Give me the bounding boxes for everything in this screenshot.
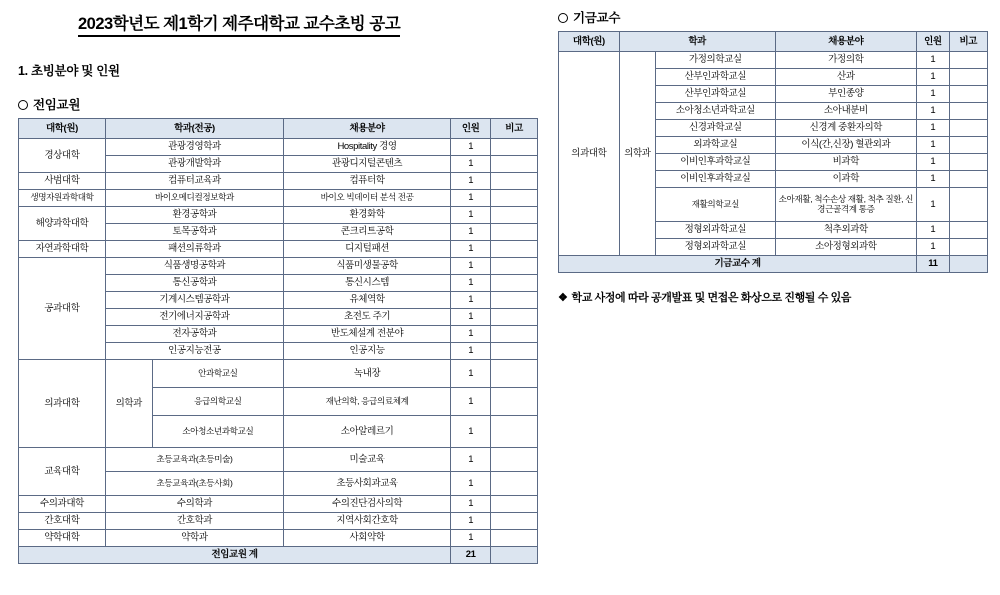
cell-college: 약학대학	[19, 530, 106, 547]
cell-dept: 응급의학교실	[152, 388, 283, 416]
left-column	[18, 8, 538, 564]
cell-remark	[491, 360, 538, 388]
cell-remark	[949, 137, 987, 154]
cell-dept: 관광개발학과	[105, 156, 283, 173]
cell-field: 비과학	[775, 154, 917, 171]
cell-count: 1	[451, 530, 491, 547]
cell-dept: 정형외과학교실	[656, 239, 775, 256]
cell-field: 관광디지털콘텐츠	[284, 156, 451, 173]
cell-field: 미술교육	[284, 448, 451, 472]
cell-remark	[491, 156, 538, 173]
cell-dept: 소아청소년과학교실	[656, 103, 775, 120]
cell-dept: 인공지능전공	[105, 343, 283, 360]
cell-remark	[491, 326, 538, 343]
circle-bullet-icon	[558, 13, 568, 23]
cell-count: 1	[917, 188, 949, 222]
cell-count: 1	[917, 103, 949, 120]
cell-count: 1	[451, 207, 491, 224]
total-label: 전임교원 계	[19, 547, 451, 564]
cell-remark	[491, 224, 538, 241]
fund-faculty-table	[558, 31, 988, 273]
cell-field: 소아내분비	[775, 103, 917, 120]
cell-field: 바이오 빅데이터 분석 전공	[284, 190, 451, 207]
cell-dept: 가정의학교실	[656, 52, 775, 69]
table-row	[19, 241, 538, 258]
cell-dept: 산부인과학교실	[656, 86, 775, 103]
cell-dept: 약학과	[105, 530, 283, 547]
subheading-fulltime-label: 전임교원	[33, 98, 81, 112]
cell-remark	[949, 120, 987, 137]
section-heading-1: 1. 초빙분야 및 인원	[18, 64, 120, 78]
cell-count: 1	[451, 292, 491, 309]
cell-remark	[949, 86, 987, 103]
cell-count: 1	[451, 448, 491, 472]
cell-count: 1	[917, 171, 949, 188]
header-remark: 비고	[491, 119, 538, 139]
page-title-text: 2023학년도 제1학기 제주대학교 교수초빙 공고	[78, 10, 400, 37]
cell-count: 1	[451, 173, 491, 190]
subheading-fund	[558, 8, 988, 26]
cell-count: 1	[451, 513, 491, 530]
cell-field: 유체역학	[284, 292, 451, 309]
cell-remark	[949, 239, 987, 256]
cell-field: 디지털패션	[284, 241, 451, 258]
cell-count: 1	[917, 69, 949, 86]
cell-field: 가정의학	[775, 52, 917, 69]
header-dept: 학과	[619, 32, 775, 52]
cell-count: 1	[451, 343, 491, 360]
cell-remark	[491, 448, 538, 472]
cell-dept: 재활의학교실	[656, 188, 775, 222]
cell-field: 사회약학	[284, 530, 451, 547]
cell-remark	[949, 154, 987, 171]
cell-count: 1	[451, 309, 491, 326]
cell-college: 경상대학	[19, 139, 106, 173]
cell-field: 콘크리트공학	[284, 224, 451, 241]
total-count: 21	[451, 547, 491, 564]
cell-college: 의과대학	[559, 52, 620, 256]
header-college: 대학(원)	[559, 32, 620, 52]
cell-remark	[491, 190, 538, 207]
cell-count: 1	[451, 388, 491, 416]
cell-dept: 안과학교실	[152, 360, 283, 388]
cell-college: 생명자원과학대학	[19, 190, 106, 207]
footer-note	[558, 289, 988, 305]
header-field: 채용분야	[775, 32, 917, 52]
cell-count: 1	[451, 326, 491, 343]
cell-remark	[491, 513, 538, 530]
cell-remark	[491, 139, 538, 156]
cell-college: 교육대학	[19, 448, 106, 496]
total-remark	[491, 547, 538, 564]
cell-field: 이식(간,신장) 혈관외과	[775, 137, 917, 154]
header-count: 인원	[917, 32, 949, 52]
cell-sub-dept: 의학과	[619, 52, 655, 256]
total-remark	[949, 256, 987, 273]
cell-count: 1	[451, 241, 491, 258]
cell-count: 1	[917, 52, 949, 69]
cell-count: 1	[917, 120, 949, 137]
table-header-row	[19, 119, 538, 139]
cell-remark	[491, 388, 538, 416]
cell-remark	[949, 103, 987, 120]
cell-field: 인공지능	[284, 343, 451, 360]
cell-count: 1	[451, 156, 491, 173]
fulltime-faculty-table	[18, 118, 538, 564]
cell-field: 녹내장	[284, 360, 451, 388]
cell-count: 1	[451, 275, 491, 292]
cell-count: 1	[917, 86, 949, 103]
cell-college: 해양과학대학	[19, 207, 106, 241]
cell-dept: 정형외과학교실	[656, 222, 775, 239]
subheading-fund-label: 기금교수	[573, 11, 621, 25]
table-row	[19, 360, 538, 388]
table-row	[19, 496, 538, 513]
cell-field: 소아정형외과학	[775, 239, 917, 256]
cell-remark	[949, 222, 987, 239]
footer-note-text: 학교 사정에 따라 공개발표 및 면접은 화상으로 진행될 수 있음	[571, 292, 852, 304]
cell-field: 신경계 중환자의학	[775, 120, 917, 137]
cell-dept: 초등교육과(초등미술)	[105, 448, 283, 472]
cell-dept: 이비인후과학교실	[656, 171, 775, 188]
table-row	[19, 448, 538, 472]
cell-college: 의과대학	[19, 360, 106, 448]
cell-remark	[491, 173, 538, 190]
cell-dept: 기계시스템공학과	[105, 292, 283, 309]
cell-college: 간호대학	[19, 513, 106, 530]
cell-dept: 컴퓨터교육과	[105, 173, 283, 190]
cell-sub-dept: 의학과	[105, 360, 152, 448]
cell-remark	[949, 69, 987, 86]
cell-field: 재난의학, 응급의료체계	[284, 388, 451, 416]
table-row	[19, 258, 538, 275]
cell-dept: 관광경영학과	[105, 139, 283, 156]
cell-remark	[949, 188, 987, 222]
cell-college: 자연과학대학	[19, 241, 106, 258]
header-remark: 비고	[949, 32, 987, 52]
cell-field: Hospitality 경영	[284, 139, 451, 156]
cell-field: 이과학	[775, 171, 917, 188]
table-total-row	[19, 547, 538, 564]
cell-count: 1	[451, 360, 491, 388]
total-count: 11	[917, 256, 949, 273]
cell-dept: 통신공학과	[105, 275, 283, 292]
cell-field: 척추외과학	[775, 222, 917, 239]
right-column	[558, 8, 988, 305]
header-field: 채용분야	[284, 119, 451, 139]
cell-dept: 소아청소년과학교실	[152, 416, 283, 448]
cell-remark	[491, 309, 538, 326]
cell-field: 산과	[775, 69, 917, 86]
cell-dept: 토목공학과	[105, 224, 283, 241]
page-title	[58, 8, 400, 39]
table-row	[19, 190, 538, 207]
cell-remark	[491, 472, 538, 496]
total-label: 기금교수 계	[559, 256, 917, 273]
cell-count: 1	[451, 416, 491, 448]
star-icon: ❖	[558, 292, 568, 304]
cell-dept: 환경공학과	[105, 207, 283, 224]
cell-count: 1	[917, 222, 949, 239]
cell-field: 컴퓨터학	[284, 173, 451, 190]
cell-remark	[491, 292, 538, 309]
cell-count: 1	[451, 472, 491, 496]
cell-dept: 초등교육과(초등사회)	[105, 472, 283, 496]
cell-count: 1	[917, 154, 949, 171]
cell-dept: 외과학교실	[656, 137, 775, 154]
cell-college: 공과대학	[19, 258, 106, 360]
table-row	[19, 530, 538, 547]
cell-field: 부인종양	[775, 86, 917, 103]
cell-remark	[949, 171, 987, 188]
cell-remark	[491, 530, 538, 547]
cell-count: 1	[451, 258, 491, 275]
table-total-row	[559, 256, 988, 273]
cell-count: 1	[451, 224, 491, 241]
cell-count: 1	[917, 239, 949, 256]
table-row	[19, 139, 538, 156]
cell-field: 반도체설계 전분야	[284, 326, 451, 343]
cell-dept: 이비인후과학교실	[656, 154, 775, 171]
circle-bullet-icon	[18, 100, 28, 110]
cell-count: 1	[917, 137, 949, 154]
cell-remark	[491, 241, 538, 258]
cell-field: 통신시스템	[284, 275, 451, 292]
header-dept: 학과(전공)	[105, 119, 283, 139]
cell-dept: 산부인과학교실	[656, 69, 775, 86]
table-header-row	[559, 32, 988, 52]
cell-count: 1	[451, 496, 491, 513]
cell-remark	[491, 207, 538, 224]
header-count: 인원	[451, 119, 491, 139]
cell-field: 수의진단검사의학	[284, 496, 451, 513]
cell-field: 지역사회간호학	[284, 513, 451, 530]
cell-remark	[491, 416, 538, 448]
cell-dept: 신경과학교실	[656, 120, 775, 137]
cell-dept: 식품생명공학과	[105, 258, 283, 275]
cell-remark	[491, 343, 538, 360]
cell-field: 소아알레르기	[284, 416, 451, 448]
cell-dept: 수의학과	[105, 496, 283, 513]
header-college: 대학(원)	[19, 119, 106, 139]
cell-dept: 간호학과	[105, 513, 283, 530]
cell-field: 소아재활, 척수손상 재활, 척추 질환, 신경근골격계 통증	[775, 188, 917, 222]
cell-count: 1	[451, 190, 491, 207]
cell-college: 사범대학	[19, 173, 106, 190]
cell-college: 수의과대학	[19, 496, 106, 513]
cell-remark	[491, 258, 538, 275]
cell-remark	[491, 496, 538, 513]
cell-dept: 전기에너지공학과	[105, 309, 283, 326]
cell-remark	[491, 275, 538, 292]
table-row	[19, 207, 538, 224]
cell-field: 환경화학	[284, 207, 451, 224]
cell-dept: 바이오메디컬정보학과	[105, 190, 283, 207]
cell-field: 초전도 주기	[284, 309, 451, 326]
cell-count: 1	[451, 139, 491, 156]
cell-field: 식품미생물공학	[284, 258, 451, 275]
table-row	[19, 173, 538, 190]
cell-remark	[949, 52, 987, 69]
table-row	[559, 52, 988, 69]
table-row	[19, 513, 538, 530]
cell-dept: 패션의류학과	[105, 241, 283, 258]
cell-dept: 전자공학과	[105, 326, 283, 343]
subheading-fulltime	[18, 95, 538, 113]
cell-field: 초등사회과교육	[284, 472, 451, 496]
